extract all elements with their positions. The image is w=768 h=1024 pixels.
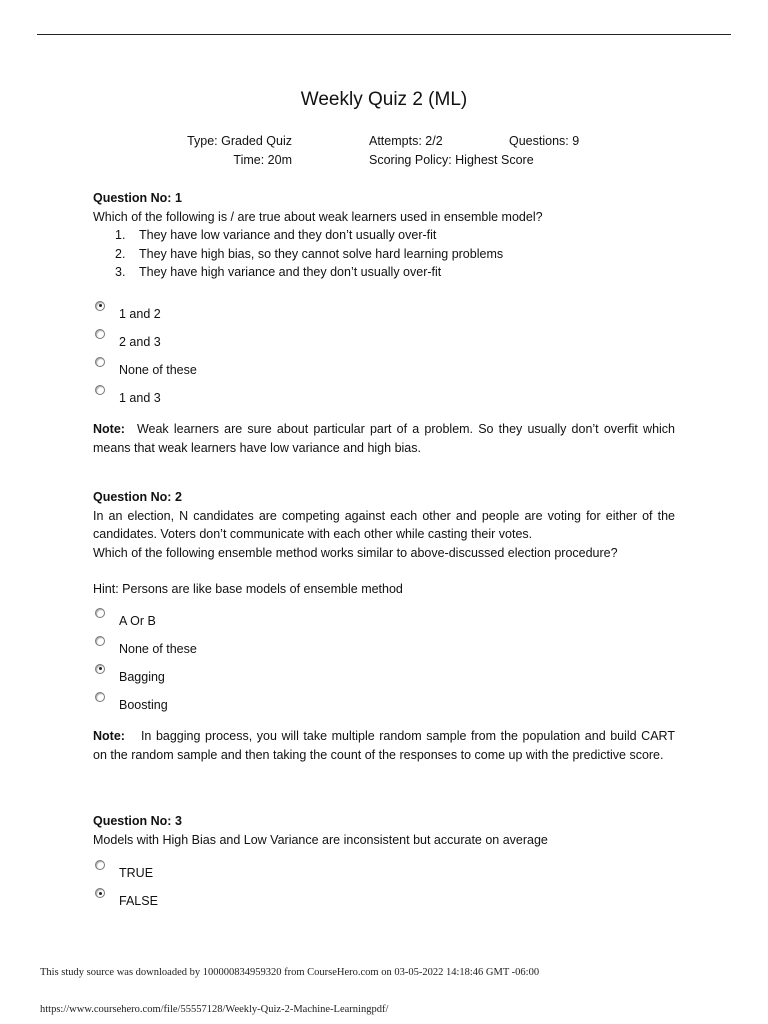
statement-text: They have high bias, so they cannot solve hard learning problems (139, 246, 504, 261)
option-label: 2 and 3 (119, 334, 161, 349)
radio-icon[interactable] (95, 860, 105, 870)
radio-icon[interactable] (95, 608, 105, 618)
option-label: FALSE (119, 894, 158, 909)
statement-text: They have low variance and they don’t usually over-fit (139, 228, 437, 243)
question-2-hint: Hint: Persons are like base models of ensemble method (93, 582, 403, 597)
question-2-text: In an election, N candidates are competing against each other and people are voting for either of the candidates. Voters don’t communicate with each other while casting their votes. (93, 508, 675, 542)
option-none-of-these[interactable] (93, 635, 675, 663)
source-url[interactable]: https://www.coursehero.com/file/55557128/Weekly-Quiz-2-Machine-Learningpdf/ (40, 1004, 389, 1015)
statement-number: 2. (115, 246, 126, 261)
statement-text: They have high variance and they don’t usually over-fit (139, 265, 442, 280)
statement-number: 1. (115, 228, 126, 243)
question-2-heading: Question No: 2 (93, 490, 182, 504)
option-label: None of these (119, 641, 197, 656)
option-label: Bagging (119, 669, 165, 684)
top-rule (37, 34, 731, 35)
question-1 (93, 189, 675, 457)
radio-icon[interactable] (95, 385, 105, 395)
statement-item (93, 263, 675, 282)
quiz-scoring-policy: Scoring Policy: Highest Score (369, 153, 534, 167)
question-3-text: Models with High Bias and Low Variance are inconsistent but accurate on average (93, 832, 548, 847)
note-key: Note: (93, 421, 125, 436)
quiz-time: Time: 20m (233, 153, 292, 167)
note-key: Note: (93, 728, 125, 743)
option-true[interactable] (93, 859, 675, 887)
option-label: A Or B (119, 613, 156, 628)
note-text: Weak learners are sure about particular part of a problem. So they usually don’t overfit which means that weak learners have low variance and high bias. (93, 421, 675, 455)
statement-item (93, 245, 675, 264)
radio-selected-icon[interactable] (95, 301, 105, 311)
option-1-and-3[interactable] (93, 384, 675, 412)
question-1-heading: Question No: 1 (93, 191, 182, 205)
radio-selected-icon[interactable] (95, 664, 105, 674)
question-3-options (93, 859, 675, 915)
statement-number: 3. (115, 265, 126, 280)
radio-icon[interactable] (95, 329, 105, 339)
option-label: Boosting (119, 697, 168, 712)
note-text: In bagging process, you will take multiple random sample from the population and build CART on the random sample and then taking the count of the responses to come up with the predictive score. (93, 728, 675, 762)
option-a-or-b[interactable] (93, 607, 675, 635)
quiz-attempts: Attempts: 2/2 (369, 134, 443, 148)
question-1-statements (93, 226, 675, 282)
quiz-type: Type: Graded Quiz (187, 134, 292, 148)
option-label: None of these (119, 362, 197, 377)
option-bagging[interactable] (93, 663, 675, 691)
quiz-questions: Questions: 9 (509, 134, 580, 148)
question-2-options (93, 607, 675, 719)
radio-icon[interactable] (95, 636, 105, 646)
page-title: Weekly Quiz 2 (ML) (300, 89, 468, 110)
question-2-note (93, 727, 675, 764)
radio-icon[interactable] (95, 692, 105, 702)
question-3-heading: Question No: 3 (93, 814, 182, 828)
option-label: TRUE (119, 866, 154, 881)
option-boosting[interactable] (93, 691, 675, 719)
option-none-of-these[interactable] (93, 356, 675, 384)
question-1-text: Which of the following is / are true about weak learners used in ensemble model? (93, 209, 543, 224)
option-1-and-2[interactable] (93, 300, 675, 328)
option-2-and-3[interactable] (93, 328, 675, 356)
download-notice: This study source was downloaded by 100000834959320 from CourseHero.com on 03-05-2022 14:18:46 GMT -06:00 (40, 967, 540, 978)
question-2 (93, 488, 675, 764)
question-1-options (93, 300, 675, 412)
radio-icon[interactable] (95, 357, 105, 367)
question-3 (93, 812, 675, 915)
question-2-prompt: Which of the following ensemble method works similar to above-discussed election procedure? (93, 545, 618, 560)
radio-selected-icon[interactable] (95, 888, 105, 898)
option-label: 1 and 3 (119, 390, 161, 405)
option-label: 1 and 2 (119, 306, 161, 321)
option-false[interactable] (93, 887, 675, 915)
statement-item (93, 226, 675, 245)
question-1-note (93, 420, 675, 457)
